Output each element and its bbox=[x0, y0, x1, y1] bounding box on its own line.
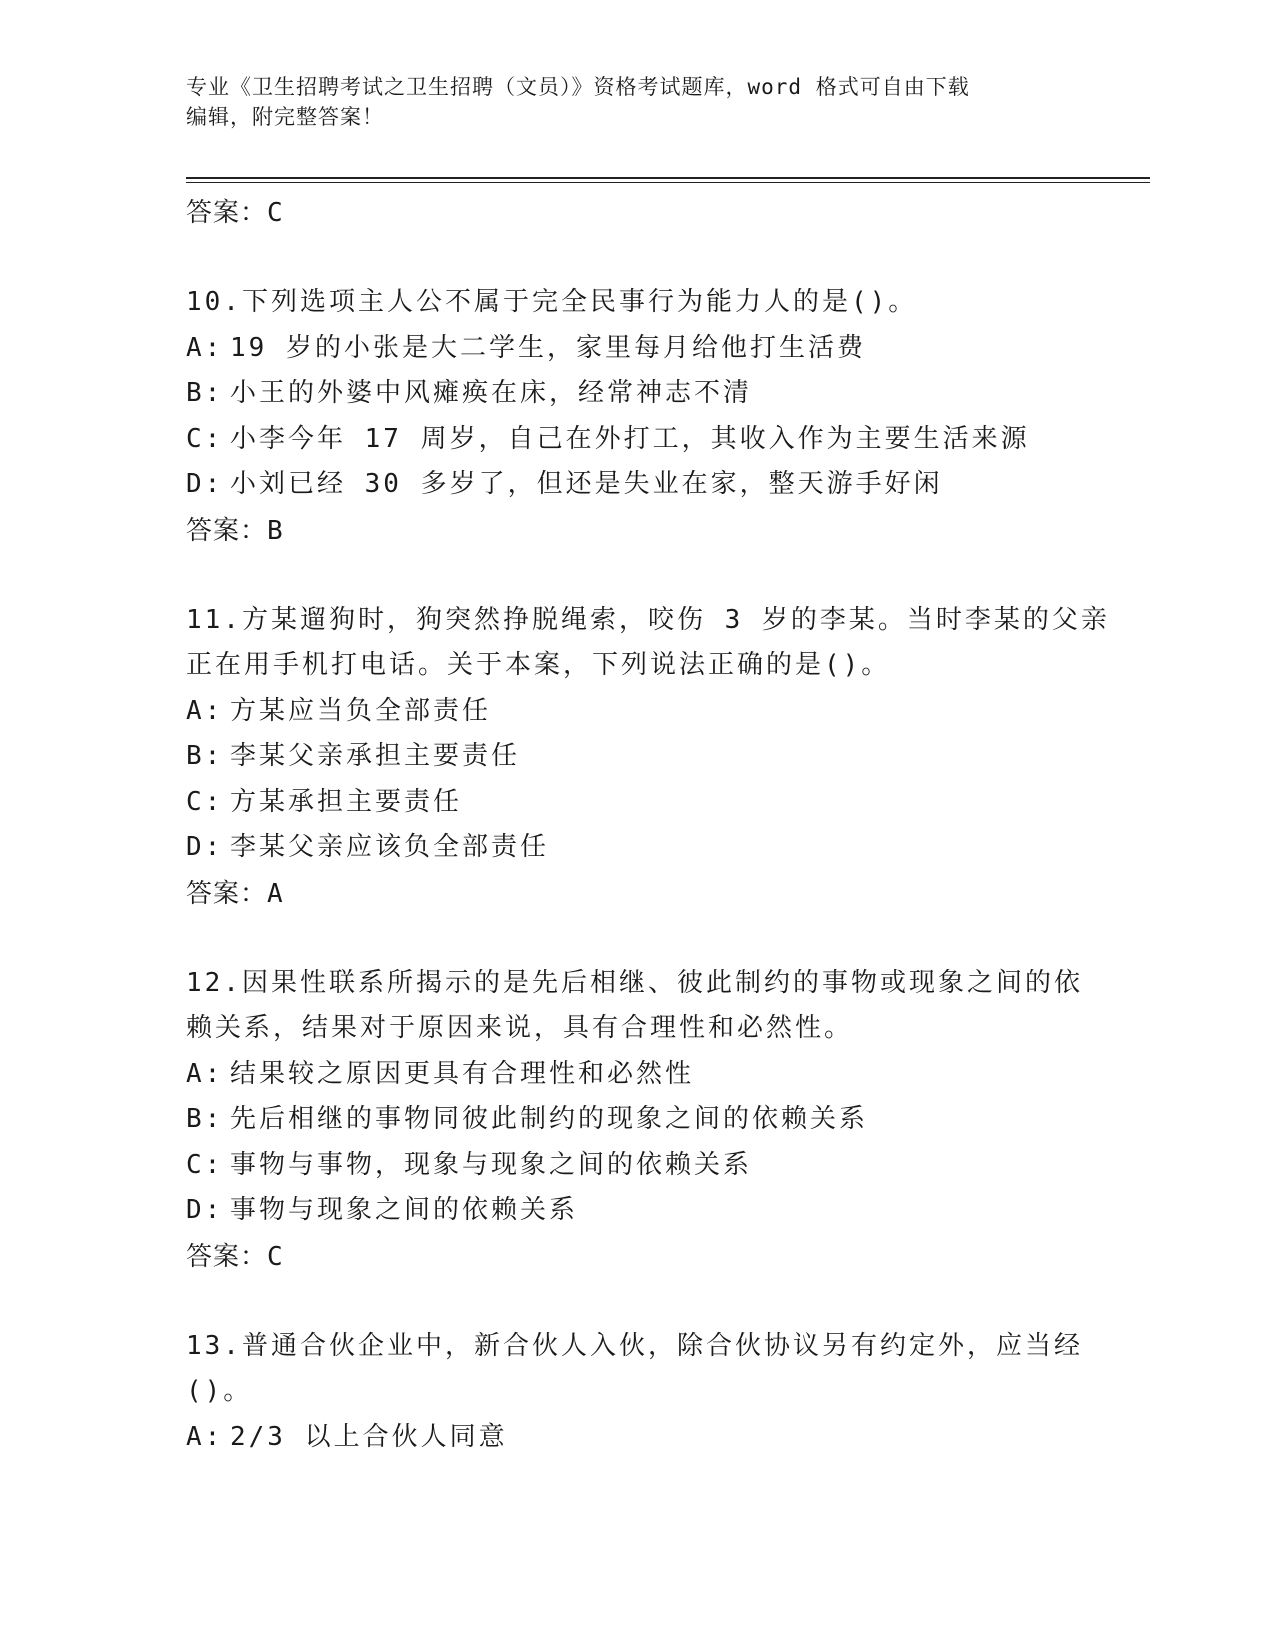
header-divider-thin bbox=[186, 182, 1150, 183]
answer-value: C bbox=[267, 198, 284, 228]
option-row bbox=[186, 462, 1086, 508]
question-block bbox=[186, 1324, 1086, 1461]
option-text: 小李今年 17 周岁，自己在外打工，其收入作为主要生活来源 bbox=[230, 423, 1030, 454]
option-letter: D: bbox=[186, 1195, 224, 1225]
option-row bbox=[186, 326, 1086, 372]
option-row bbox=[186, 689, 1086, 735]
question-stem-line: 正在用手机打电话。关于本案，下列说法正确的是()。 bbox=[186, 650, 891, 680]
option-text: 2/3 以上合伙人同意 bbox=[230, 1421, 508, 1452]
question-block bbox=[186, 598, 1110, 917]
header-divider-thick bbox=[186, 177, 1150, 179]
answer-value: B bbox=[267, 515, 284, 546]
question-spacer bbox=[186, 236, 1086, 280]
answer-label: 答案： bbox=[186, 1241, 268, 1272]
option-text: 结果较之原因更具有合理性和必然性 bbox=[230, 1058, 695, 1089]
option-letter: C: bbox=[186, 423, 224, 454]
option-letter: B: bbox=[186, 378, 224, 408]
option-letter: A: bbox=[186, 1421, 224, 1452]
option-row bbox=[186, 1143, 1086, 1189]
option-text: 事物与现象之间的依赖关系 bbox=[230, 1195, 579, 1225]
question-stem-line: 10.下列选项主人公不属于完全民事行为能力人的是()。 bbox=[186, 287, 918, 317]
option-row bbox=[186, 417, 1086, 463]
answer-line bbox=[186, 508, 1086, 554]
option-row bbox=[186, 825, 1086, 871]
option-row bbox=[186, 734, 1086, 780]
option-text: 先后相继的事物同彼此制约的现象之间的依赖关系 bbox=[230, 1104, 869, 1134]
option-letter: C: bbox=[186, 786, 224, 817]
option-row bbox=[186, 1052, 1086, 1098]
question-stem-line: 11.方某遛狗时，狗突然挣脱绳索，咬伤 3 岁的李某。当时李某的父亲 bbox=[186, 604, 1110, 635]
option-letter: B: bbox=[186, 741, 224, 771]
question-list bbox=[186, 190, 1110, 1460]
option-text: 小刘已经 30 多岁了，但还是失业在家，整天游手好闲 bbox=[230, 469, 943, 499]
option-text: 方某承担主要责任 bbox=[230, 786, 463, 817]
question-spacer bbox=[186, 554, 1086, 598]
question-spacer bbox=[186, 917, 1086, 961]
question-stem-line: 赖关系，结果对于原因来说，具有合理性和必然性。 bbox=[186, 1013, 854, 1043]
question-stem-line: 13.普通合伙企业中，新合伙人入伙，除合伙协议另有约定外，应当经 bbox=[186, 1330, 1083, 1361]
question-spacer bbox=[186, 1280, 1086, 1324]
header-line-1: 专业《卫生招聘考试之卫生招聘（文员）》资格考试题库，word 格式可自由下载 bbox=[186, 75, 970, 99]
option-letter: C: bbox=[186, 1149, 224, 1180]
answer-value: A bbox=[267, 878, 284, 909]
question-stem-line: ()。 bbox=[186, 1376, 253, 1406]
option-letter: A: bbox=[186, 695, 224, 726]
question-block bbox=[186, 280, 1086, 554]
document-header bbox=[186, 72, 1066, 132]
option-text: 方某应当负全部责任 bbox=[230, 695, 492, 726]
answer-label: 答案： bbox=[186, 515, 268, 546]
option-row bbox=[186, 371, 1086, 417]
option-letter: D: bbox=[186, 469, 224, 499]
option-row bbox=[186, 1188, 1086, 1234]
question-block bbox=[186, 961, 1086, 1280]
answer-label: 答案： bbox=[186, 198, 268, 228]
answer-line bbox=[186, 1234, 1086, 1280]
answer-line bbox=[186, 871, 1086, 917]
option-letter: A: bbox=[186, 332, 224, 363]
option-text: 小王的外婆中风瘫痪在床，经常神志不清 bbox=[230, 378, 753, 408]
option-row bbox=[186, 1097, 1086, 1143]
answer-label: 答案： bbox=[186, 878, 268, 909]
answer-value: C bbox=[267, 1241, 284, 1272]
option-text: 19 岁的小张是大二学生，家里每月给他打生活费 bbox=[230, 332, 866, 363]
question-stem-line: 12.因果性联系所揭示的是先后相继、彼此制约的事物或现象之间的依 bbox=[186, 967, 1083, 998]
option-letter: B: bbox=[186, 1104, 224, 1134]
option-text: 事物与事物，现象与现象之间的依赖关系 bbox=[230, 1149, 753, 1180]
option-letter: A: bbox=[186, 1058, 224, 1089]
option-letter: D: bbox=[186, 832, 224, 862]
header-line-2: 编辑，附完整答案！ bbox=[186, 105, 384, 129]
option-row bbox=[186, 780, 1086, 826]
answer-line bbox=[186, 190, 1086, 236]
option-row bbox=[186, 1415, 1086, 1461]
option-text: 李某父亲应该负全部责任 bbox=[230, 832, 550, 862]
option-text: 李某父亲承担主要责任 bbox=[230, 741, 521, 771]
